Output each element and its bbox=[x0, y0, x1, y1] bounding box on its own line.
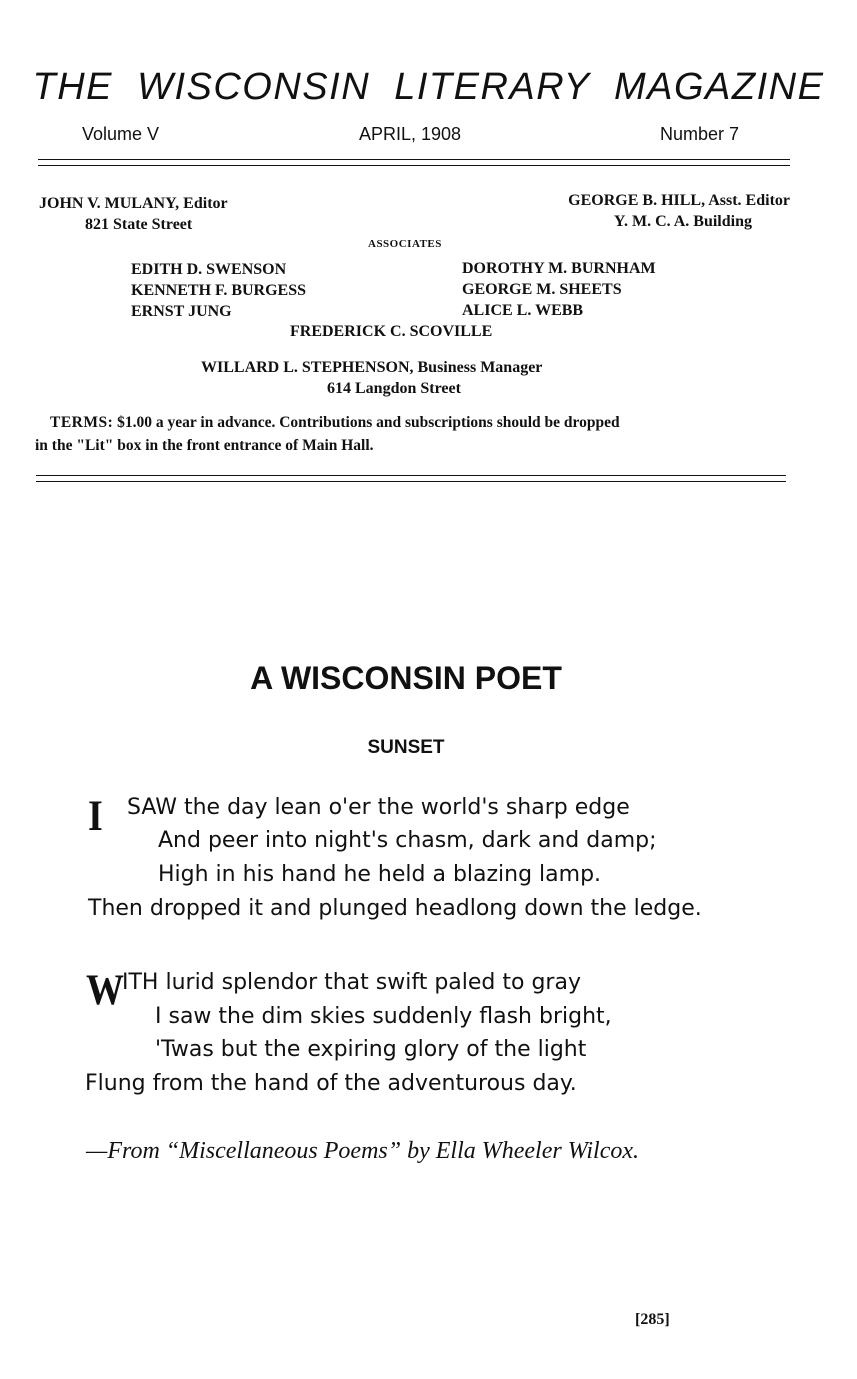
masthead-rule-top bbox=[38, 159, 790, 160]
poem-attribution: —From “Miscellaneous Poems” by Ella Wheeler Wilcox. bbox=[86, 1138, 640, 1164]
terms-label: TERMS: bbox=[50, 414, 114, 431]
terms-line-1 bbox=[50, 414, 620, 432]
article-title: A WISCONSIN POET bbox=[250, 660, 562, 696]
staff-rule-top bbox=[36, 475, 786, 476]
poem-line-4: Then dropped it and plunged headlong down the ledge. bbox=[88, 896, 702, 921]
issue-number: Number 7 bbox=[660, 124, 740, 144]
poem-line-7: 'Twas but the expiring glory of the light bbox=[155, 1037, 587, 1062]
editor-name: JOHN V. MULANY, Editor bbox=[39, 195, 228, 212]
terms-text-1: $1.00 a year in advance. Contributions and subscriptions should be dropped bbox=[117, 414, 620, 431]
poem-title: SUNSET bbox=[367, 737, 445, 758]
poem-line-5: ITH lurid splendor that swift paled to gray bbox=[122, 970, 581, 995]
poem-line-3: High in his hand he held a blazing lamp. bbox=[158, 862, 602, 887]
poem-line-1: SAW the day lean o'er the world's sharp edge bbox=[127, 795, 630, 820]
associate-center: FREDERICK C. SCOVILLE bbox=[290, 323, 493, 340]
page-number: [285] bbox=[635, 1311, 670, 1328]
associate-left-1: EDITH D. SWENSON bbox=[131, 261, 287, 278]
associate-right-2: GEORGE M. SHEETS bbox=[462, 281, 622, 298]
dropcap-i: I bbox=[88, 791, 103, 841]
poem-line-8: Flung from the hand of the adventurous day. bbox=[85, 1071, 577, 1096]
terms-line-2: in the "Lit" box in the front entrance of Main Hall. bbox=[35, 437, 374, 454]
issue-date: APRIL, 1908 bbox=[359, 124, 462, 144]
masthead-rule-bottom bbox=[38, 165, 790, 166]
business-address: 614 Langdon Street bbox=[327, 380, 461, 397]
poem-line-2: And peer into night's chasm, dark and damp; bbox=[158, 828, 657, 853]
staff-rule-bottom bbox=[36, 481, 786, 482]
volume-label: Volume V bbox=[82, 124, 160, 144]
associates-label: ASSOCIATES bbox=[368, 238, 442, 250]
asst-editor-address: Y. M. C. A. Building bbox=[613, 213, 752, 230]
associate-right-3: ALICE L. WEBB bbox=[462, 302, 584, 319]
associate-left-3: ERNST JUNG bbox=[131, 303, 232, 320]
magazine-title: THE WISCONSIN LITERARY MAGAZINE bbox=[32, 66, 825, 108]
asst-editor-name: GEORGE B. HILL, Asst. Editor bbox=[568, 192, 790, 209]
dropcap-w: W bbox=[86, 965, 124, 1015]
business-manager: WILLARD L. STEPHENSON, Business Manager bbox=[201, 359, 543, 376]
editor-address: 821 State Street bbox=[85, 216, 193, 233]
associate-right-1: DOROTHY M. BURNHAM bbox=[462, 260, 656, 277]
poem-line-6: I saw the dim skies suddenly flash bright, bbox=[155, 1004, 612, 1029]
associate-left-2: KENNETH F. BURGESS bbox=[131, 282, 307, 299]
